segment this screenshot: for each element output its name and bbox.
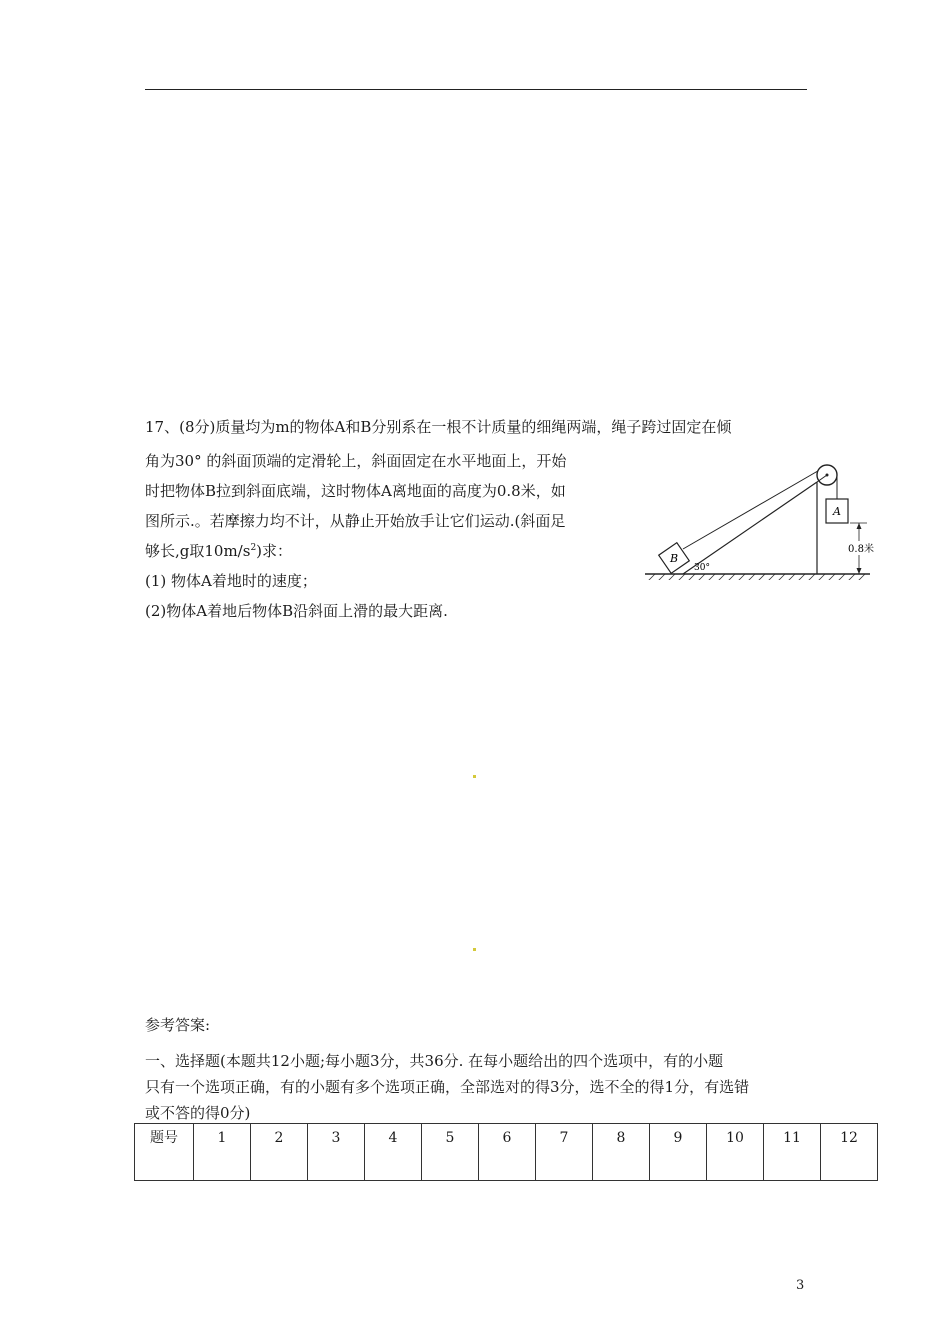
ground-hatching xyxy=(647,574,865,580)
question-number-cell: 6 xyxy=(479,1124,536,1181)
question-number-cell: 2 xyxy=(251,1124,308,1181)
incline-surface xyxy=(683,482,817,574)
question-number-cell: 12 xyxy=(821,1124,878,1181)
question-number-cell: 9 xyxy=(650,1124,707,1181)
question-number-cell: 8 xyxy=(593,1124,650,1181)
question-17-line-5-text: 够长,g取10m/s xyxy=(145,542,251,560)
question-17-line-3: 时把物体B拉到斜面底端，这时物体A离地面的高度为0.8米，如 xyxy=(145,482,566,500)
page-number: 3 xyxy=(796,1278,805,1293)
question-17-part-2: (2)物体A着地后物体B沿斜面上滑的最大距离. xyxy=(145,602,448,620)
exponent: 2 xyxy=(250,543,257,553)
question-17-line-4: 图所示.。若摩擦力均不计，从静止开始放手让它们运动.(斜面足 xyxy=(145,512,566,530)
section-1-instructions-line-2: 只有一个选项正确，有的小题有多个选项正确，全部选对的得3分，选不全的得1分，有选错 xyxy=(145,1078,750,1096)
question-17-line-5-end: )求： xyxy=(256,542,293,560)
question-17-line-2: 角为30° 的斜面顶端的定滑轮上，斜面固定在水平地面上，开始 xyxy=(145,452,567,470)
decorative-dot xyxy=(473,775,476,778)
question-number-cell: 3 xyxy=(308,1124,365,1181)
height-arrow-up xyxy=(857,523,862,529)
angle-label: 30° xyxy=(694,563,710,573)
question-number-cell: 1 xyxy=(194,1124,251,1181)
section-1-instructions-line-1: 一、选择题(本题共12小题;每小题3分，共36分. 在每小题给出的四个选项中，有的小题 xyxy=(145,1052,724,1070)
table-row xyxy=(135,1124,878,1181)
table-header-cell: 题号 xyxy=(135,1124,194,1181)
decorative-dot xyxy=(473,948,476,951)
question-number-cell: 7 xyxy=(536,1124,593,1181)
height-label: 0.8米 xyxy=(848,544,874,555)
block-a-label: A xyxy=(833,505,841,518)
answer-table xyxy=(134,1123,878,1181)
question-number-cell: 4 xyxy=(365,1124,422,1181)
question-number-cell: 11 xyxy=(764,1124,821,1181)
question-17-line-5 xyxy=(145,541,292,561)
block-b-label: B xyxy=(669,552,679,565)
question-number-cell: 5 xyxy=(422,1124,479,1181)
question-17-part-1: (1) 物体A着地时的速度； xyxy=(145,572,317,590)
header-rule xyxy=(145,89,807,90)
rope-along-incline xyxy=(683,468,823,549)
answers-heading: 参考答案: xyxy=(145,1016,211,1034)
height-arrow-down xyxy=(857,568,862,574)
question-17-line-1: 17、(8分)质量均为m的物体A和B分别系在一根不计质量的细绳两端，绳子跨过固定在倾 xyxy=(145,418,732,436)
section-1-instructions-line-3: 或不答的得0分) xyxy=(145,1104,251,1122)
question-number-cell: 10 xyxy=(707,1124,764,1181)
incline-pulley-figure xyxy=(645,455,885,580)
